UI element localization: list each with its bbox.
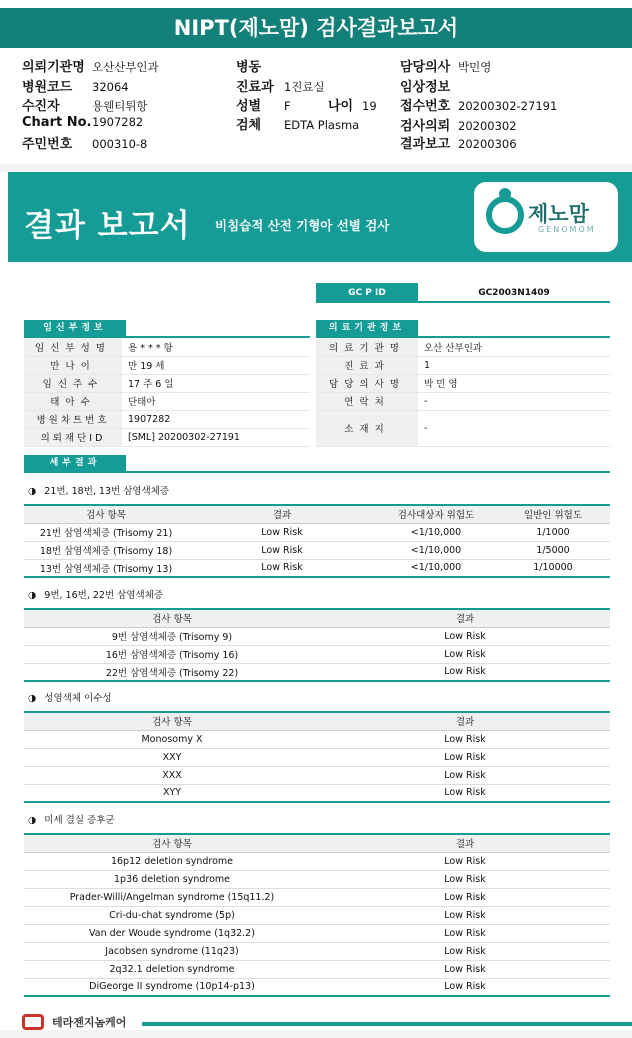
header-field: 진료과 1진료실	[236, 80, 325, 95]
table-row: 태아수 단태아	[24, 392, 310, 410]
table-row: Monosomy X Low Risk	[24, 730, 610, 748]
banner-subtitle: 비침습적 산전 기형아 선별 검사	[215, 218, 390, 233]
table-row: 소재지 -	[316, 410, 610, 446]
company-name: 테라젠지놈케어	[52, 1016, 127, 1029]
details-header: 세부결과	[24, 455, 126, 472]
logo-mother-icon	[486, 196, 524, 234]
table-header-row: 검사 항목 결과	[24, 834, 610, 852]
banner-title: 결과 보고서	[24, 208, 191, 244]
header-info	[0, 50, 632, 160]
divider	[0, 164, 632, 172]
table-row: Cri-du-chat syndrome (5p) Low Risk	[24, 906, 610, 924]
patient-info-header: 임신부정보	[24, 320, 126, 337]
results-table-sex-chromosome	[24, 711, 610, 803]
header-field: Chart No.1907282	[22, 115, 144, 130]
table-row: 13번 삼염색체증 (Trisomy 13) Low Risk <1/10,000 1/10000	[24, 559, 610, 577]
header-field: 성별 F	[236, 99, 291, 114]
table-row: 연락처 -	[316, 392, 610, 410]
table-row: 2q32.1 deletion syndrome Low Risk	[24, 960, 610, 978]
half-circle-icon: ◑	[28, 590, 37, 601]
table-row: XXY Low Risk	[24, 748, 610, 766]
genomom-logo	[474, 182, 618, 252]
table-row: 담당의사명 박 민 영	[316, 374, 610, 392]
table-row: 진료과 1	[316, 356, 610, 374]
table-row: XYY Low Risk	[24, 784, 610, 802]
section-title: ◑ 9번, 16번, 22번 삼염색체증	[28, 590, 164, 601]
table-row: 의뢰재단ID [SML] 20200302-27191	[24, 428, 310, 446]
table-row: 16번 삼염색체증 (Trisomy 16) Low Risk	[24, 645, 610, 663]
patient-info-table	[24, 338, 310, 447]
table-row: Van der Woude syndrome (1q32.2) Low Risk	[24, 924, 610, 942]
table-row: 임신부성명 용 * * * 항	[24, 338, 310, 356]
company-logo-icon	[22, 1014, 44, 1030]
results-table-trisomy-9-16-22	[24, 608, 610, 682]
header-field: 임상정보	[400, 80, 451, 95]
gcp-id-value: GC2003N1409	[478, 288, 550, 298]
header-field: 주민번호 000310-8	[22, 137, 148, 152]
document-title: NIPT(제노맘) 검사결과보고서	[0, 8, 632, 48]
table-row: Jacobsen syndrome (11q23) Low Risk	[24, 942, 610, 960]
table-row: 18번 삼염색체증 (Trisomy 18) Low Risk <1/10,000 1/5000	[24, 541, 610, 559]
half-circle-icon: ◑	[28, 486, 37, 497]
gcp-id-box	[316, 283, 610, 303]
header-field: 병동	[236, 60, 262, 75]
half-circle-icon: ◑	[28, 815, 37, 826]
section-title: ◑ 미세 결실 증후군	[28, 815, 115, 826]
table-row: 의료기관명 오산 산부인과	[316, 338, 610, 356]
table-header-row: 검사 항목 결과	[24, 712, 610, 730]
results-table-microdeletion	[24, 833, 610, 997]
header-field: 결과보고 20200306	[400, 137, 517, 152]
header-field: 검사의뢰 20200302	[400, 119, 517, 134]
table-row: 만나이 만 19 세	[24, 356, 310, 374]
header-field: 검체 EDTA Plasma	[236, 118, 360, 133]
logo-subtext: GENOMOM	[538, 225, 596, 234]
report-banner	[8, 172, 632, 262]
table-row: Prader-Willi/Angelman syndrome (15q11.2) Low Risk	[24, 888, 610, 906]
table-row: 병원차트번호 1907282	[24, 410, 310, 428]
institution-info-header: 의료기관정보	[316, 320, 418, 337]
table-row: 16p12 deletion syndrome Low Risk	[24, 852, 610, 870]
section-title: ◑ 성염색체 이수성	[28, 693, 112, 704]
header-field: 수진자 용웬티튀항	[22, 99, 148, 114]
gcp-id-label: GC P ID	[316, 283, 418, 303]
header-field-age: 나이 19	[328, 99, 377, 114]
table-header-row: 검사 항목 결과	[24, 609, 610, 627]
table-row: 21번 삼염색체증 (Trisomy 21) Low Risk <1/10,000 1/1000	[24, 523, 610, 541]
header-field: 의뢰기관명 오산산부인과	[22, 60, 159, 75]
header-field: 담당의사 박민영	[400, 60, 492, 75]
section-title: ◑ 21번, 18번, 13번 삼염색체증	[28, 486, 170, 497]
divider	[0, 1030, 632, 1038]
divider	[24, 471, 610, 473]
table-row: 22번 삼염색체증 (Trisomy 22) Low Risk	[24, 663, 610, 681]
table-row: 임신주수 17 주 6 일	[24, 374, 310, 392]
results-table-trisomy-21-18-13	[24, 504, 610, 578]
table-row: 9번 삼염색체증 (Trisomy 9) Low Risk	[24, 627, 610, 645]
header-field: 접수번호 20200302-27191	[400, 99, 558, 114]
half-circle-icon: ◑	[28, 693, 37, 704]
institution-info-table	[316, 338, 610, 447]
logo-text: 제노맘	[528, 202, 589, 226]
logo-head-icon	[499, 188, 511, 200]
divider	[142, 1022, 632, 1026]
table-row: 1p36 deletion syndrome Low Risk	[24, 870, 610, 888]
table-header-row: 검사 항목 결과 검사대상자 위험도 일반인 위험도	[24, 505, 610, 523]
table-row: XXX Low Risk	[24, 766, 610, 784]
table-row: DiGeorge II syndrome (10p14-p13) Low Risk	[24, 978, 610, 996]
header-field: 병원코드 32064	[22, 80, 129, 95]
